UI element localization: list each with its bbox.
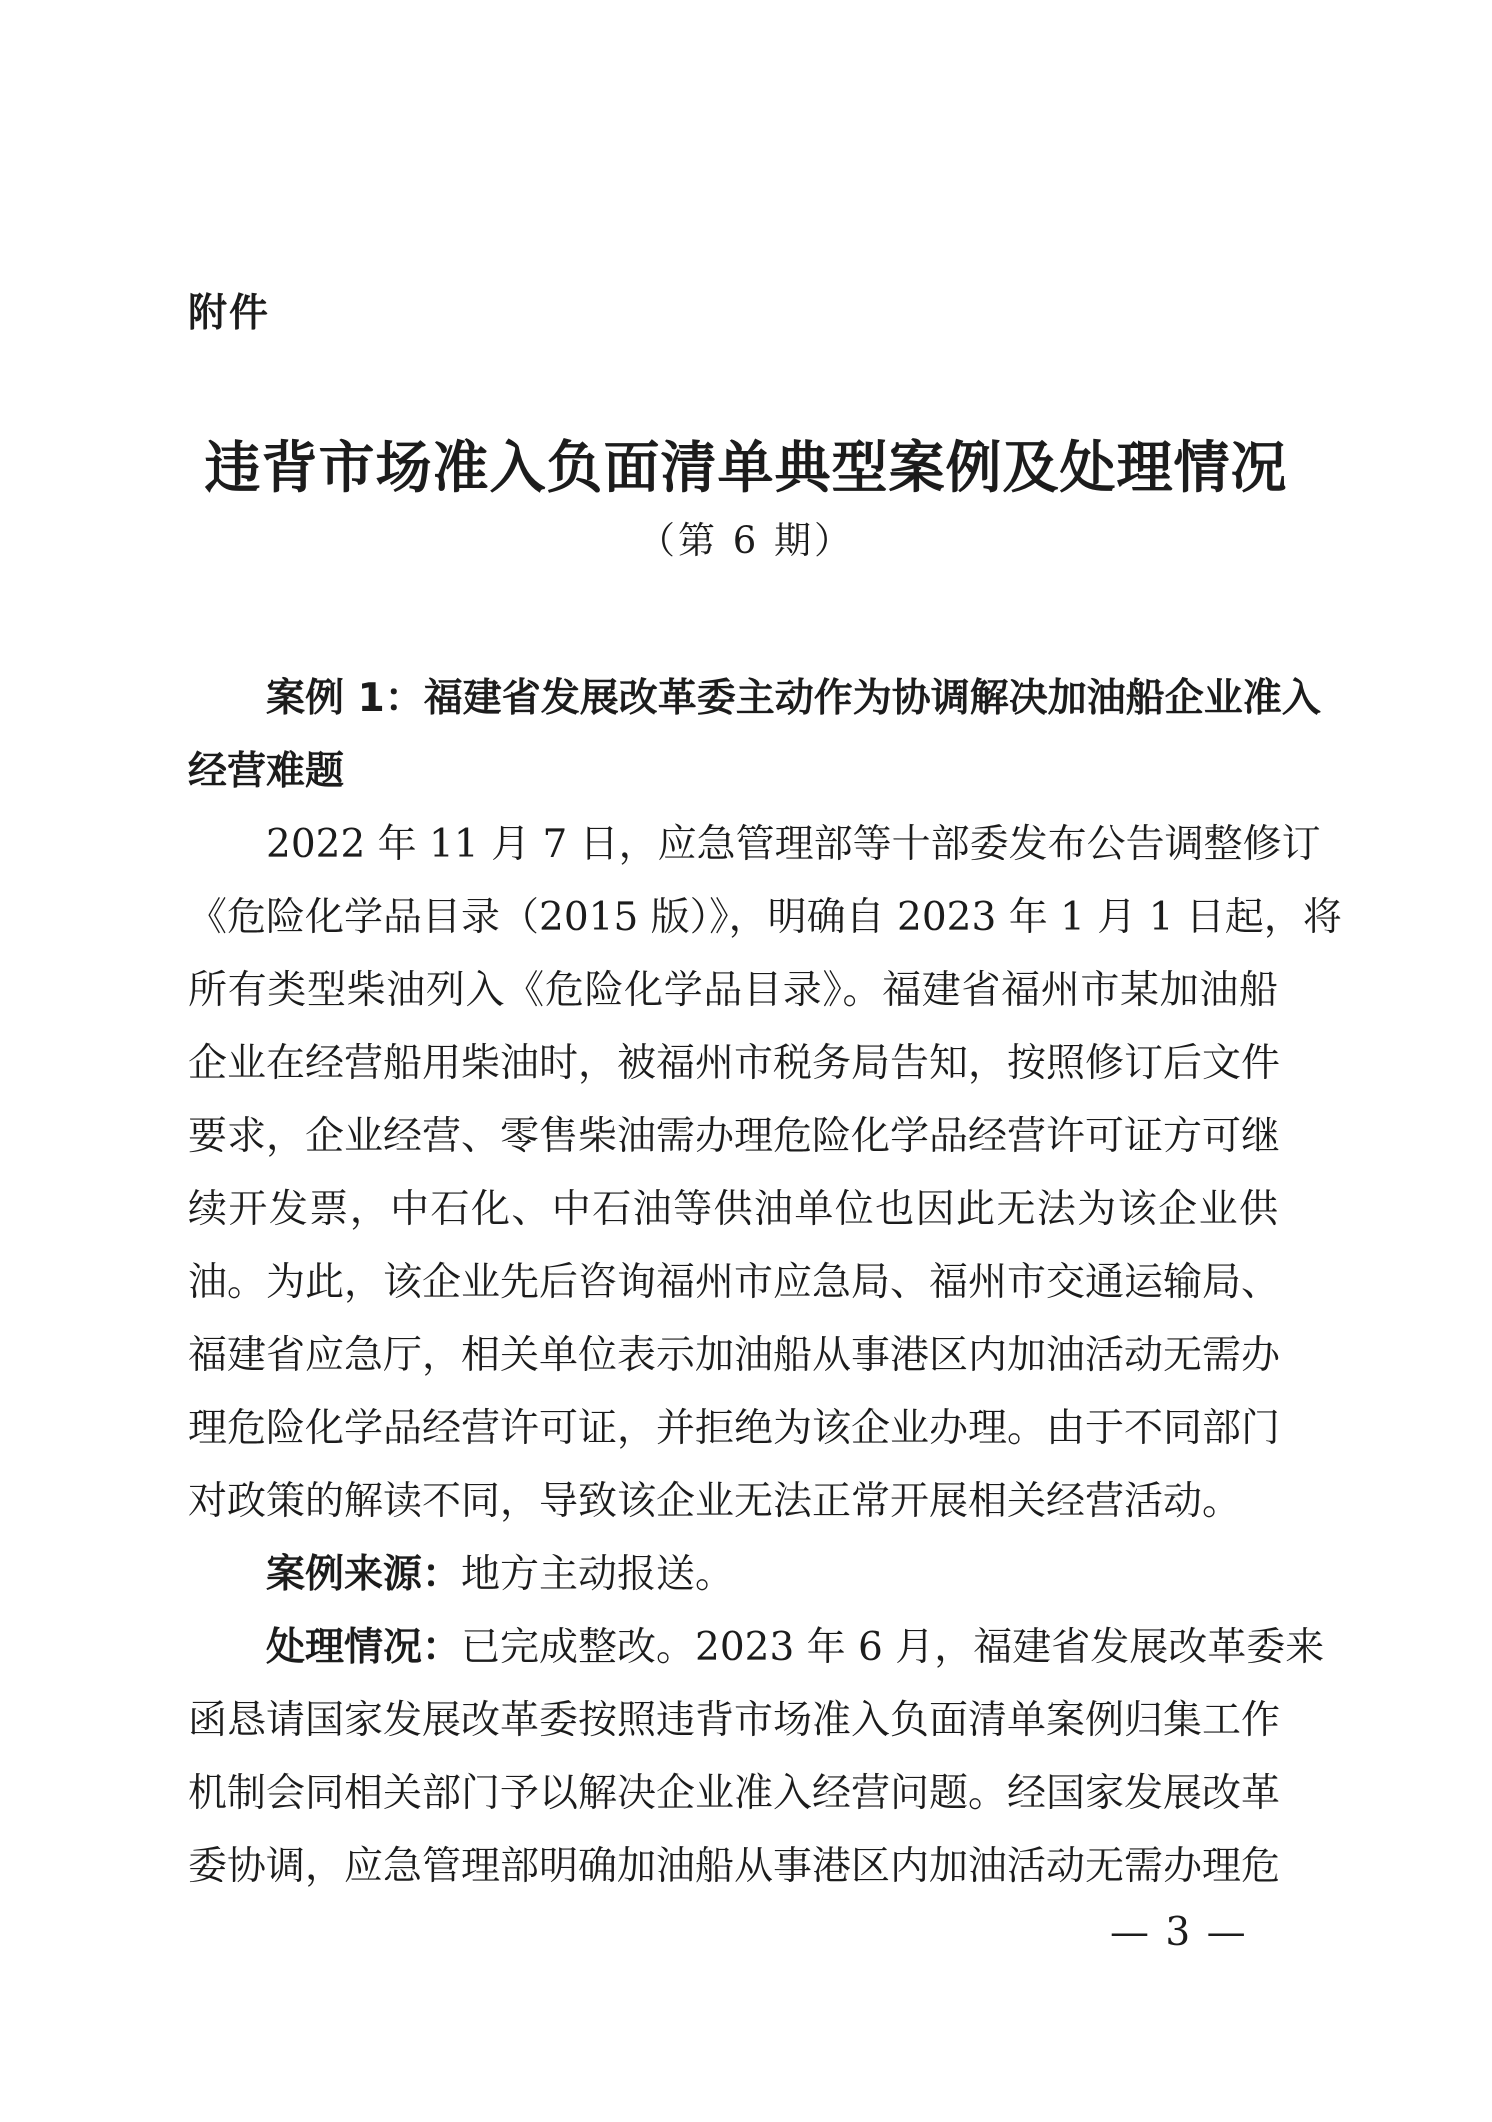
paragraph-line: 续开发票，中石化、中石油等供油单位也因此无法为该企业供 xyxy=(188,1187,1278,1232)
paragraph-line: 福建省应急厅，相关单位表示加油船从事港区内加油活动无需办 xyxy=(188,1333,1281,1378)
attachment-label: 附件 xyxy=(188,291,271,336)
case-source-label: 案例来源： xyxy=(266,1552,462,1597)
paragraph-line: 理危险化学品经营许可证，并拒绝为该企业办理。由于不同部门 xyxy=(188,1406,1281,1451)
document-title: 违背市场准入负面清单典型案例及处理情况 xyxy=(204,435,1288,501)
handling-first-line xyxy=(188,1611,1325,1684)
handling-label: 处理情况： xyxy=(266,1625,462,1670)
paragraph-line: 企业在经营船用柴油时，被福州市税务局告知，按照修订后文件 xyxy=(188,1041,1281,1086)
handling-text: 已完成整改。2023 年 6 月，福建省发展改革委来 xyxy=(461,1625,1325,1670)
handling-line: 函恳请国家发展改革委按照违背市场准入负面清单案例归集工作 xyxy=(188,1698,1281,1743)
issue-number: （第 6 期） xyxy=(637,519,855,562)
case-source-text: 地方主动报送。 xyxy=(461,1552,735,1597)
case-heading-line-2: 经营难题 xyxy=(188,749,345,794)
paragraph-line: 2022 年 11 月 7 日，应急管理部等十部委发布公告调整修订 xyxy=(266,822,1321,867)
document-body xyxy=(188,662,1342,1903)
case-heading-line-1: 案例 1：福建省发展改革委主动作为协调解决加油船企业准入 xyxy=(266,676,1321,721)
paragraph-line: 所有类型柴油列入《危险化学品目录》。福建省福州市某加油船 xyxy=(188,968,1278,1013)
handling-line: 委协调，应急管理部明确加油船从事港区内加油活动无需办理危 xyxy=(188,1844,1281,1889)
page-number: — 3 — xyxy=(1110,1910,1248,1955)
case-source xyxy=(188,1538,1278,1611)
handling-line: 机制会同相关部门予以解决企业准入经营问题。经国家发展改革 xyxy=(188,1771,1281,1816)
paragraph-line: 对政策的解读不同，导致该企业无法正常开展相关经营活动。 xyxy=(188,1479,1242,1524)
paragraph-line: 《危险化学品目录（2015 版）》，明确自 2023 年 1 月 1 日起，将 xyxy=(188,895,1342,940)
paragraph-line: 油。为此，该企业先后咨询福州市应急局、福州市交通运输局、 xyxy=(188,1260,1281,1305)
paragraph-line: 要求，企业经营、零售柴油需办理危险化学品经营许可证方可继 xyxy=(188,1114,1281,1159)
